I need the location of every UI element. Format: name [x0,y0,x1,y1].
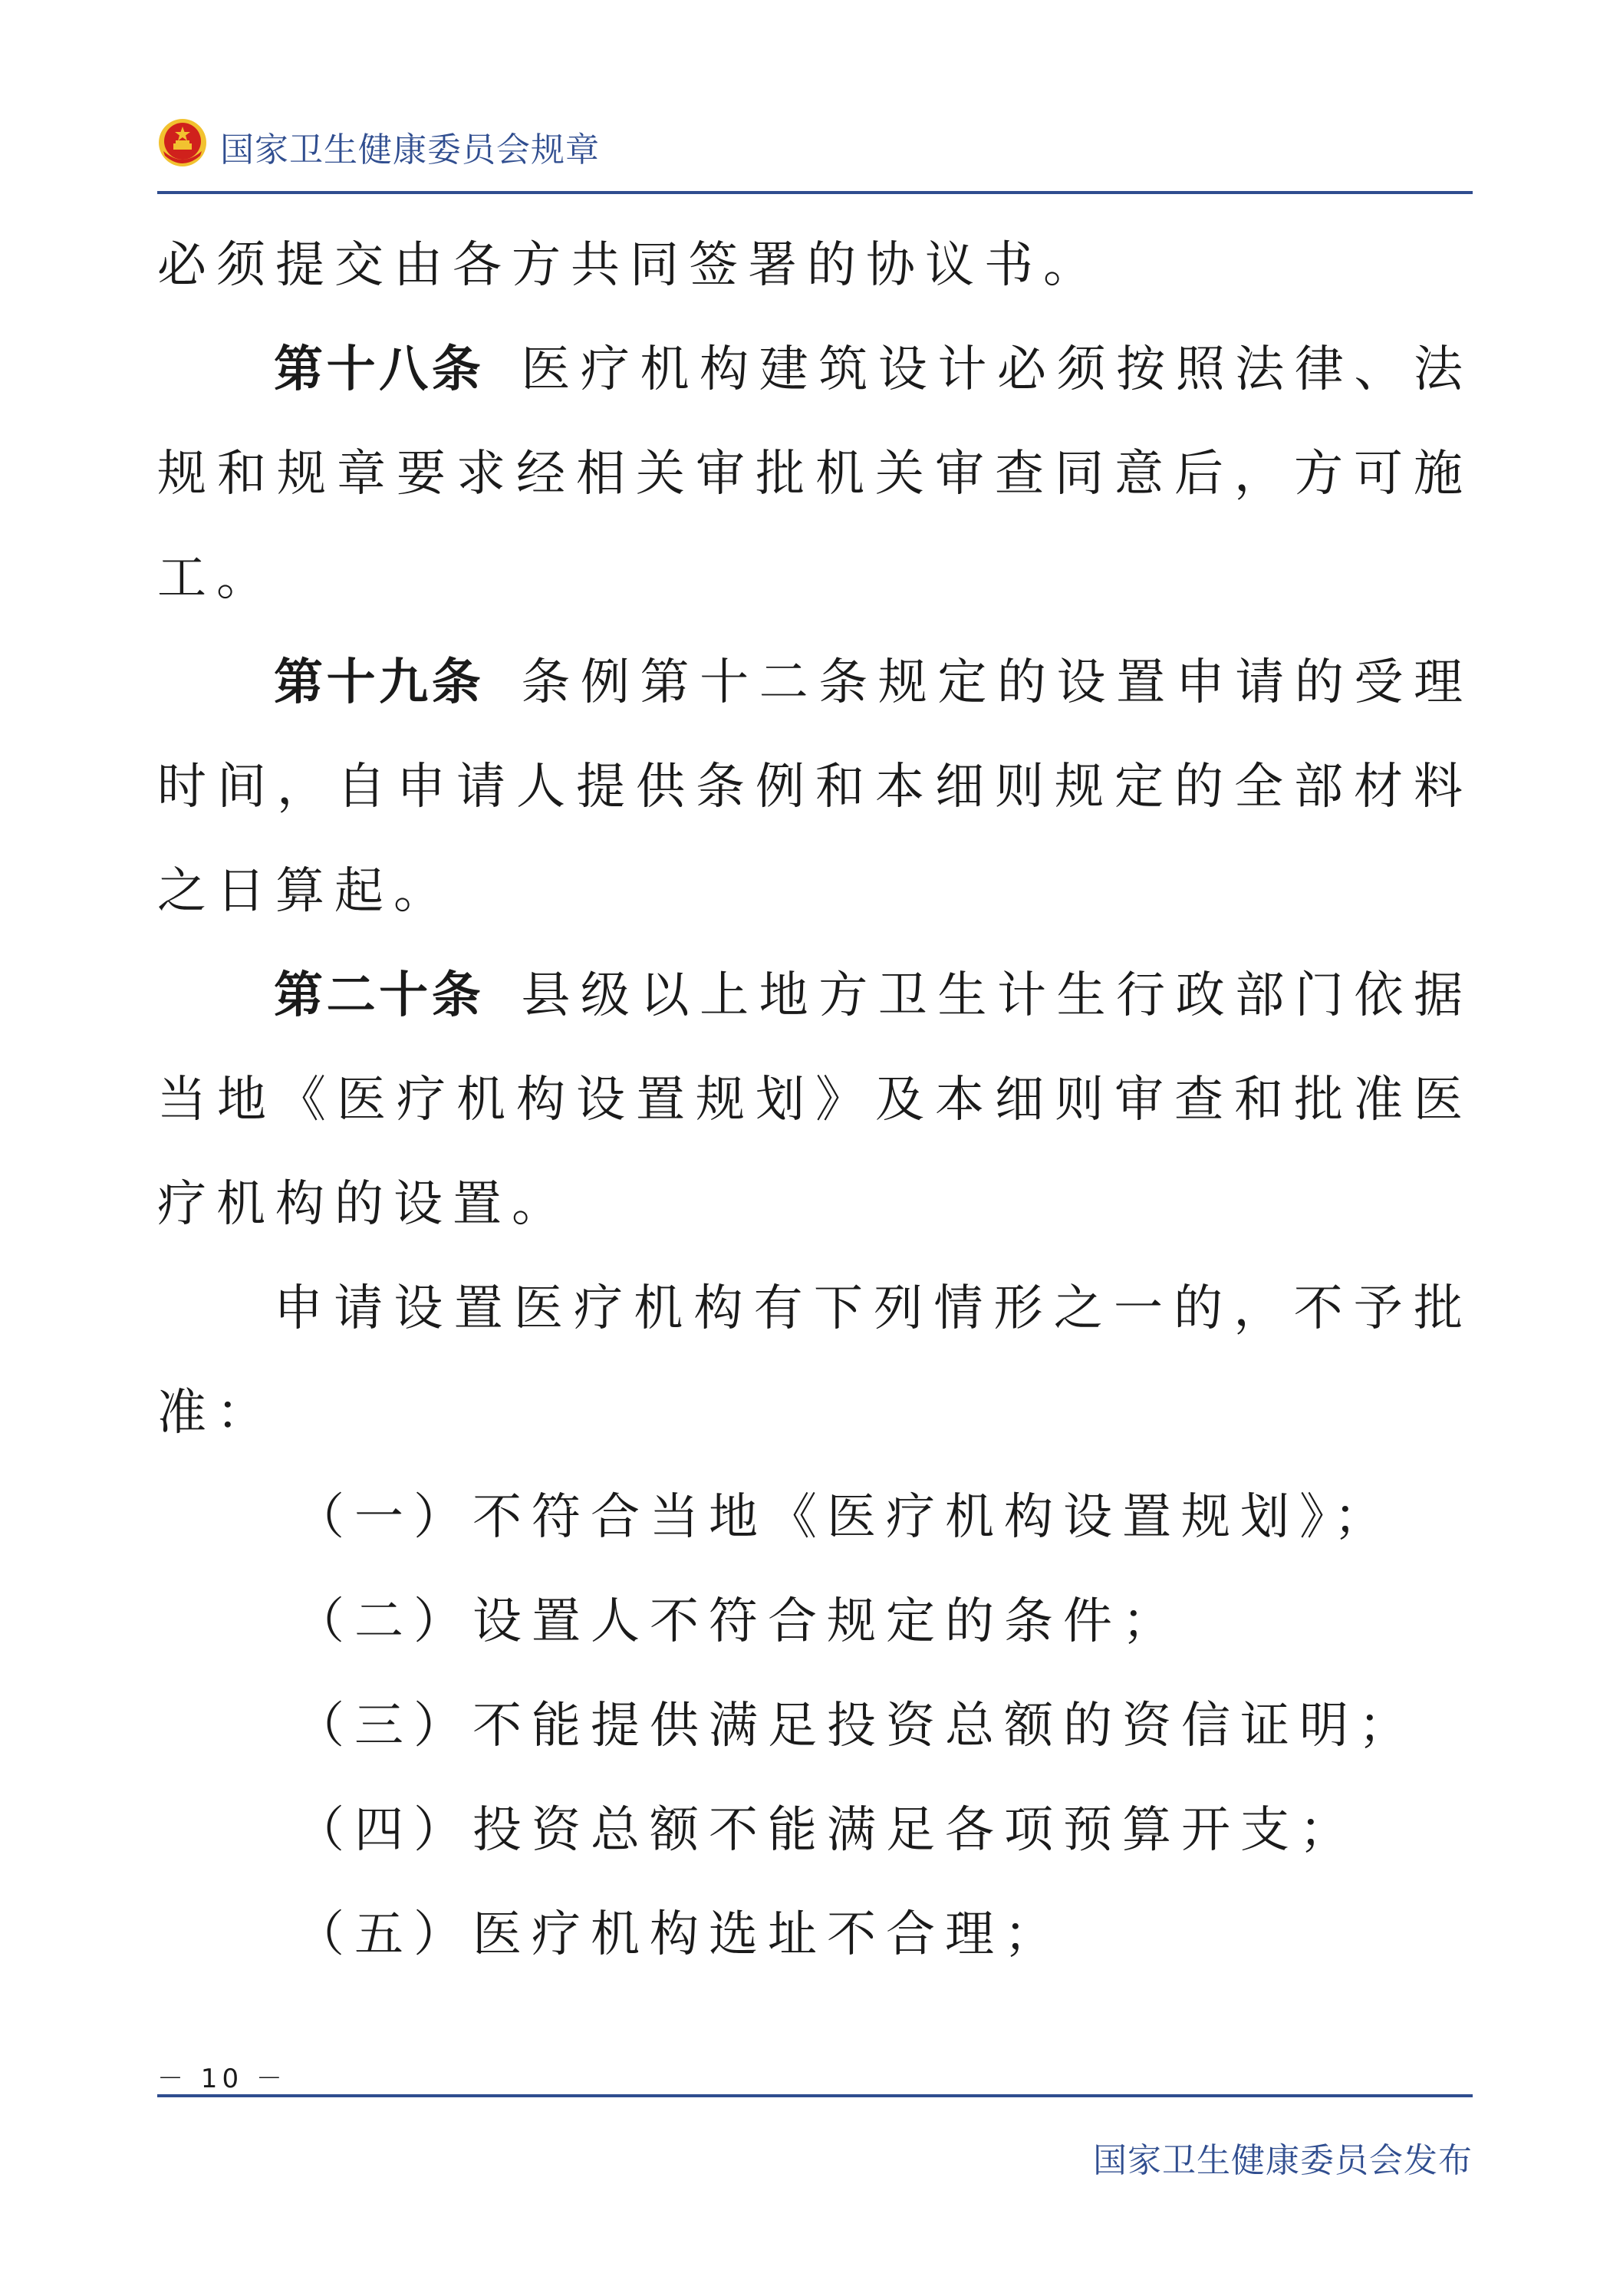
list-item: （二）设置人不符合规定的条件； [295,1593,1181,1650]
article-18 [157,318,1473,631]
header-title: 国家卫生健康委员会规章 [220,130,600,170]
header-rule [157,191,1473,194]
footer-rule [157,2094,1473,2097]
footer-publisher: 国家卫生健康委员会发布 [1093,2141,1473,2180]
paragraph: 必须提交由各方共同签署的协议书。 [157,237,1102,294]
article-text: 条例第十二条规定的设置申请的受理时间，自申请人提供条例和本细则规定的全部材料之日算起。 [157,654,1473,920]
document-body [157,213,1473,1987]
national-emblem-icon [157,117,208,168]
article-label: 第十九条 [274,654,485,711]
article-label: 第二十条 [274,967,485,1024]
paragraph: 申请设置医疗机构有下列情形之一的，不予批准： [157,1280,1473,1441]
article-text: 县级以上地方卫生计生行政部门依据当地《医疗机构设置规划》及本细则审查和批准医疗机构的设置。 [157,967,1473,1233]
list-item: （三）不能提供满足投资总额的资信证明； [295,1698,1417,1754]
article-text: 医疗机构建筑设计必须按照法律、法规和规章要求经相关审批机关审查同意后，方可施工。 [157,341,1473,607]
page-header [157,111,1473,196]
list-item: （四）投资总额不能满足各项预算开支； [295,1802,1358,1859]
article-19 [157,631,1473,944]
list-item: （五）医疗机构选址不合理； [295,1906,1063,1963]
article-label: 第十八条 [274,341,485,398]
article-20 [157,944,1473,1257]
list-item: （一）不符合当地《医疗机构设置规划》； [295,1489,1393,1546]
page-number: － 10 － [157,2064,287,2094]
